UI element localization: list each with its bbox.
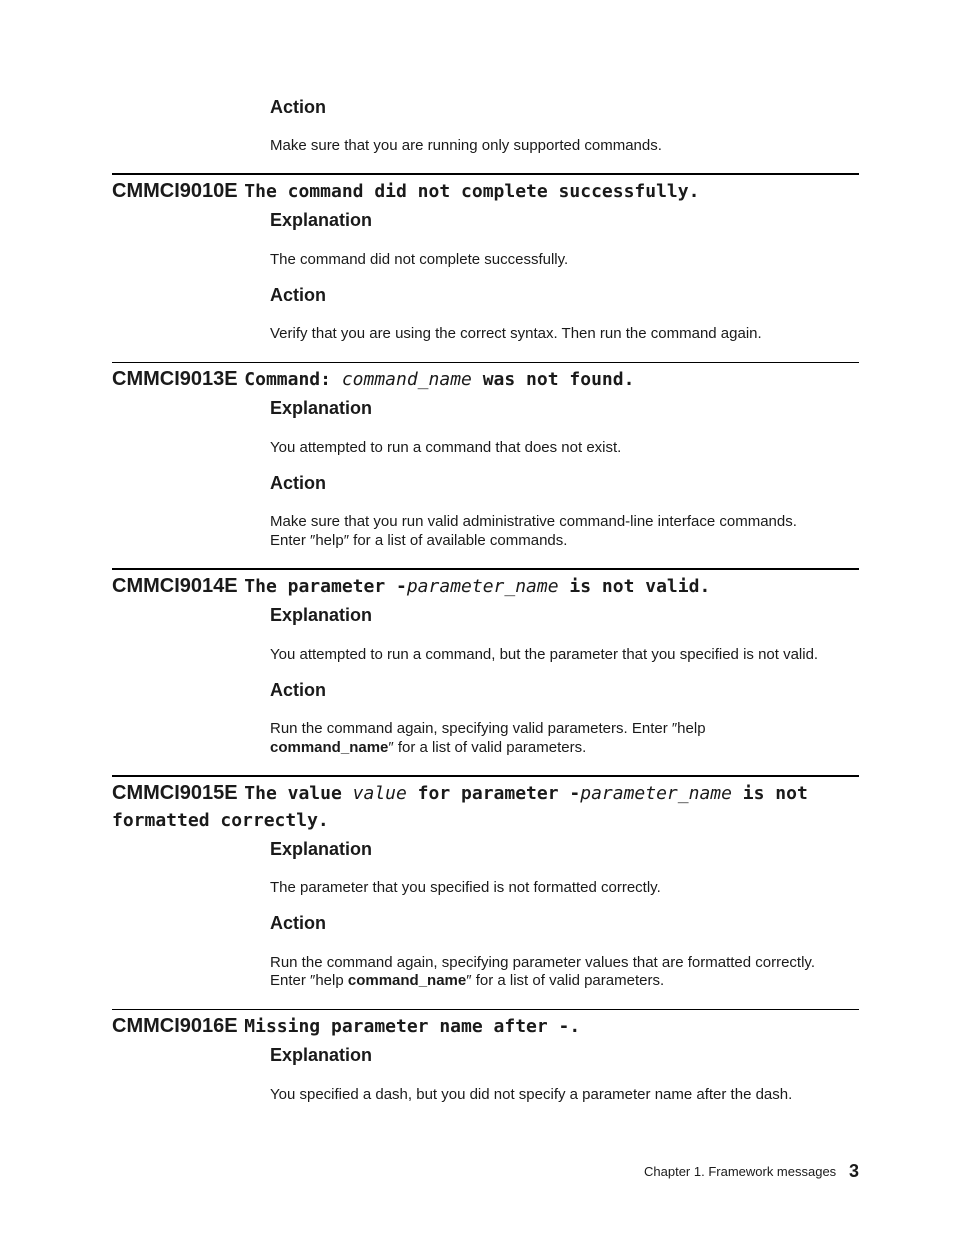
message-text: The parameter - — [244, 576, 407, 597]
message-text: Command: — [244, 369, 342, 390]
message-code: CMMCI9014E — [112, 575, 238, 597]
explanation-heading: Explanation — [270, 398, 373, 418]
message-title-9016e — [112, 1011, 580, 1040]
message-title-9010e — [112, 176, 699, 205]
section-divider — [112, 362, 859, 363]
message-text: is not valid. — [558, 576, 711, 597]
explanation-heading: Explanation — [270, 210, 373, 230]
action-text-rest: ″ for a list of valid parameters. — [388, 739, 587, 756]
explanation-text: You attempted to run a command, but the parameter that you specified is not valid. — [270, 646, 819, 663]
action-text-rest: ″ for a list of valid parameters. — [466, 972, 665, 989]
section-divider — [112, 173, 859, 175]
message-text: Missing parameter name after -. — [244, 1016, 581, 1037]
message-text: is not — [731, 783, 808, 804]
message-title-9013e — [112, 364, 634, 393]
explanation-text: The command did not complete successfully. — [270, 251, 569, 268]
explanation-heading: Explanation — [270, 605, 373, 625]
message-code: CMMCI9013E — [112, 368, 238, 390]
command-name-term: command_name — [270, 739, 389, 756]
action-text: Verify that you are using the correct syntax. Then run the command again. — [270, 325, 762, 342]
page-number: 3 — [849, 1161, 860, 1181]
explanation-heading: Explanation — [270, 839, 373, 859]
message-variable: parameter_name — [580, 783, 732, 804]
message-code: CMMCI9010E — [112, 180, 238, 202]
action-heading: Action — [270, 285, 326, 305]
section-divider — [112, 568, 859, 570]
message-text: The command did not complete successfully. — [244, 181, 700, 202]
message-text: was not found. — [471, 369, 635, 390]
message-variable: command_name — [341, 369, 472, 390]
message-text: formatted correctly. — [112, 810, 329, 831]
action-heading: Action — [270, 680, 326, 700]
action-text-pre: Enter ″help — [270, 972, 348, 989]
action-text — [270, 971, 664, 990]
message-variable: parameter_name — [406, 576, 559, 597]
message-code: CMMCI9016E — [112, 1015, 238, 1037]
action-text: Run the command again, specifying valid parameters. Enter ″help — [270, 720, 706, 737]
message-text: for parameter - — [406, 783, 581, 804]
action-text — [270, 738, 586, 757]
explanation-text: You specified a dash, but you did not specify a parameter name after the dash. — [270, 1086, 793, 1103]
action-text: Enter ″help″ for a list of available commands. — [270, 532, 568, 549]
command-name-term: command_name — [347, 972, 467, 989]
action-text: Make sure that you are running only supported commands. — [270, 137, 662, 154]
explanation-text: The parameter that you specified is not formatted correctly. — [270, 879, 661, 896]
explanation-heading: Explanation — [270, 1045, 373, 1065]
section-divider — [112, 775, 859, 777]
footer-chapter: Chapter 1. Framework messages — [644, 1164, 837, 1179]
message-title-9014e — [112, 571, 710, 600]
explanation-text: You attempted to run a command that does not exist. — [270, 439, 622, 456]
message-title-9015e-continued — [112, 805, 329, 834]
action-text: Run the command again, specifying parameter values that are formatted correctly. — [270, 954, 815, 971]
section-divider — [112, 1009, 859, 1010]
action-heading: Action — [270, 913, 326, 933]
message-text: The value — [244, 783, 353, 804]
message-code: CMMCI9015E — [112, 782, 238, 804]
action-heading: Action — [270, 97, 326, 117]
action-heading: Action — [270, 473, 326, 493]
message-variable: value — [352, 783, 407, 804]
action-text: Make sure that you run valid administrative command-line interface commands. — [270, 513, 797, 530]
message-title-9015e — [112, 778, 808, 807]
